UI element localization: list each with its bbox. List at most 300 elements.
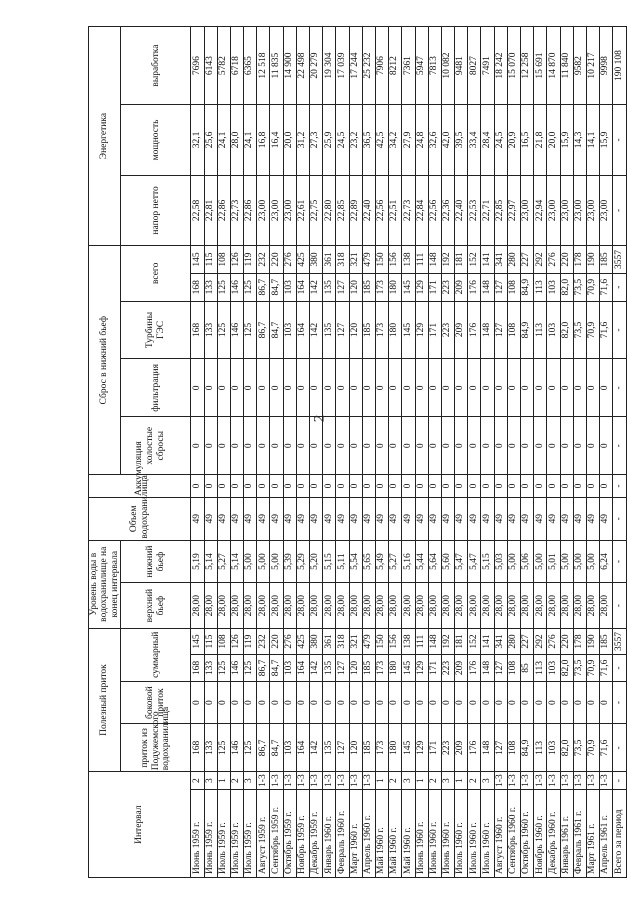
cell-p: 125 bbox=[217, 724, 230, 772]
cell-s2: 318 bbox=[336, 628, 349, 654]
cell-w2: 276 bbox=[547, 246, 560, 274]
cell-w1: 185 bbox=[362, 273, 375, 301]
cell-vb: 28,00 bbox=[349, 583, 362, 628]
cell-w1: 127 bbox=[494, 273, 507, 301]
cell-dec: 2 bbox=[468, 772, 481, 790]
cell-n: 27,9 bbox=[402, 105, 415, 175]
header-discharge-filtration: фильтрация bbox=[121, 359, 191, 417]
cell-p: 127 bbox=[494, 724, 507, 772]
cell-h: 22,51 bbox=[389, 175, 402, 245]
cell-s2: 276 bbox=[283, 628, 296, 654]
cell-e: 17 039 bbox=[336, 27, 349, 105]
cell-s1: 185 bbox=[362, 655, 375, 681]
rotated-table-wrapper bbox=[88, 26, 624, 878]
cell-p: 84,7 bbox=[270, 724, 283, 772]
cell-w2: 150 bbox=[375, 246, 388, 274]
cell-a: 0 bbox=[441, 475, 454, 498]
cell-s1: 164 bbox=[296, 655, 309, 681]
cell-s1: 148 bbox=[481, 655, 494, 681]
cell-vb: 28,00 bbox=[323, 583, 336, 628]
cell-s2: 280 bbox=[507, 628, 520, 654]
cell-x: 0 bbox=[547, 417, 560, 475]
cell-n: 24,8 bbox=[415, 105, 428, 175]
cell-nb: 5,44 bbox=[415, 540, 428, 583]
cell-f: 0 bbox=[375, 359, 388, 417]
cell-a: 0 bbox=[296, 475, 309, 498]
cell-dec: 1-3 bbox=[507, 772, 520, 790]
cell-w1: 70,9 bbox=[586, 273, 599, 301]
cell-s2: 152 bbox=[468, 628, 481, 654]
cell-b: 0 bbox=[283, 681, 296, 724]
cell-x: 0 bbox=[441, 417, 454, 475]
cell-h: 22,71 bbox=[481, 175, 494, 245]
cell-h: 23,00 bbox=[547, 175, 560, 245]
cell-p: 120 bbox=[349, 724, 362, 772]
cell-b: 0 bbox=[230, 681, 243, 724]
cell-p: 185 bbox=[362, 724, 375, 772]
cell-w1: 84,9 bbox=[521, 273, 534, 301]
cell-t: 125 bbox=[217, 301, 230, 359]
cell-s1: 176 bbox=[468, 655, 481, 681]
cell-x: 0 bbox=[494, 417, 507, 475]
cell-h: 23,00 bbox=[270, 175, 283, 245]
table-row bbox=[441, 27, 454, 878]
cell-a: 0 bbox=[283, 475, 296, 498]
cell-month: Май 1960 г. bbox=[402, 789, 415, 877]
cell-a: 0 bbox=[560, 475, 573, 498]
table-row bbox=[573, 27, 586, 878]
cell-e: 8212 bbox=[389, 27, 402, 105]
cell-w2: 152 bbox=[468, 246, 481, 274]
cell-x: 0 bbox=[244, 417, 257, 475]
cell-month: Май 1960 г. bbox=[389, 789, 402, 877]
cell-month: Декабрь 1960 г. bbox=[547, 789, 560, 877]
cell-h: 22,97 bbox=[507, 175, 520, 245]
cell-s2: 479 bbox=[362, 628, 375, 654]
cell-w1: 125 bbox=[244, 273, 257, 301]
cell-v: 49 bbox=[204, 497, 217, 540]
cell-e: 7361 bbox=[402, 27, 415, 105]
cell-e: 9481 bbox=[455, 27, 468, 105]
cell-vb: 28,00 bbox=[204, 583, 217, 628]
cell-p: 148 bbox=[481, 724, 494, 772]
table-row bbox=[534, 27, 547, 878]
cell-f: 0 bbox=[534, 359, 547, 417]
cell-month: Сентябрь 1959 г. bbox=[270, 789, 283, 877]
cell-t: 223 bbox=[441, 301, 454, 359]
cell-vb: 28,00 bbox=[455, 583, 468, 628]
table-row bbox=[375, 27, 388, 878]
cell-n: 33,4 bbox=[468, 105, 481, 175]
cell-v: 49 bbox=[600, 497, 613, 540]
cell-f: 0 bbox=[310, 359, 323, 417]
table-row bbox=[547, 27, 560, 878]
cell-w2: 138 bbox=[402, 246, 415, 274]
cell-t: 108 bbox=[507, 301, 520, 359]
table-row bbox=[494, 27, 507, 878]
cell-x: 0 bbox=[402, 417, 415, 475]
cell-month: Март 1961 г. bbox=[586, 789, 599, 877]
cell-a: 0 bbox=[191, 475, 204, 498]
cell-w2: 148 bbox=[428, 246, 441, 274]
cell-dec: 3 bbox=[244, 772, 257, 790]
cell-w2: 276 bbox=[283, 246, 296, 274]
header-level-upper: верхний бьеф bbox=[121, 583, 191, 628]
header-accumulation: Аккумуляция bbox=[89, 475, 191, 498]
cell-s2: 150 bbox=[375, 628, 388, 654]
cell-nb: 5,03 bbox=[494, 540, 507, 583]
cell-s2: 190 bbox=[586, 628, 599, 654]
cell-b: 0 bbox=[560, 681, 573, 724]
cell-s2: 108 bbox=[217, 628, 230, 654]
cell-f: 0 bbox=[441, 359, 454, 417]
cell-nb: 5,27 bbox=[217, 540, 230, 583]
cell-s2: 232 bbox=[257, 628, 270, 654]
cell-p: 127 bbox=[336, 724, 349, 772]
cell-v: 49 bbox=[283, 497, 296, 540]
cell-dec: 2 bbox=[191, 772, 204, 790]
page-number: 2 bbox=[311, 414, 328, 423]
cell-v: 49 bbox=[310, 497, 323, 540]
cell-x: - bbox=[613, 417, 626, 475]
table-row bbox=[586, 27, 599, 878]
cell-f: 0 bbox=[191, 359, 204, 417]
cell-a: 0 bbox=[507, 475, 520, 498]
cell-t: 180 bbox=[389, 301, 402, 359]
cell-p: 71,6 bbox=[600, 724, 613, 772]
cell-b: 0 bbox=[323, 681, 336, 724]
cell-month: Февраль 1961 г. bbox=[573, 789, 586, 877]
cell-s2: 3557 bbox=[613, 628, 626, 654]
table-row bbox=[270, 27, 283, 878]
cell-nb: 5,00 bbox=[560, 540, 573, 583]
cell-nb: 5,00 bbox=[586, 540, 599, 583]
table-row bbox=[296, 27, 309, 878]
cell-x: 0 bbox=[573, 417, 586, 475]
cell-vb: 28,00 bbox=[402, 583, 415, 628]
cell-f: 0 bbox=[521, 359, 534, 417]
cell-f: 0 bbox=[481, 359, 494, 417]
cell-e: 10 217 bbox=[586, 27, 599, 105]
cell-nb: 5,00 bbox=[257, 540, 270, 583]
cell-h: 22,53 bbox=[468, 175, 481, 245]
header-discharge: Сброс в нижний бьеф bbox=[89, 246, 121, 475]
cell-h: - bbox=[613, 175, 626, 245]
cell-w2: 111 bbox=[415, 246, 428, 274]
cell-w2: 318 bbox=[336, 246, 349, 274]
cell-f: 0 bbox=[204, 359, 217, 417]
cell-vb: 28,00 bbox=[217, 583, 230, 628]
cell-s1: 108 bbox=[507, 655, 520, 681]
cell-p: 142 bbox=[310, 724, 323, 772]
cell-month: Июль 1959 г. bbox=[217, 789, 230, 877]
cell-s2: 145 bbox=[191, 628, 204, 654]
cell-b: 0 bbox=[521, 681, 534, 724]
cell-f: 0 bbox=[428, 359, 441, 417]
cell-a: 0 bbox=[415, 475, 428, 498]
cell-b: 0 bbox=[494, 681, 507, 724]
table-body bbox=[191, 27, 626, 878]
cell-a: 0 bbox=[494, 475, 507, 498]
cell-p: 103 bbox=[283, 724, 296, 772]
cell-dec: - bbox=[613, 772, 626, 790]
cell-a: 0 bbox=[362, 475, 375, 498]
table-row bbox=[455, 27, 468, 878]
cell-b: 0 bbox=[534, 681, 547, 724]
cell-t: 142 bbox=[310, 301, 323, 359]
cell-p: 209 bbox=[455, 724, 468, 772]
cell-t: 84,7 bbox=[270, 301, 283, 359]
cell-f: 0 bbox=[507, 359, 520, 417]
cell-w1: - bbox=[613, 273, 626, 301]
cell-s1: - bbox=[613, 655, 626, 681]
cell-x: 0 bbox=[375, 417, 388, 475]
table-row bbox=[204, 27, 217, 878]
cell-w1: 125 bbox=[217, 273, 230, 301]
cell-t: 133 bbox=[204, 301, 217, 359]
cell-a: 0 bbox=[402, 475, 415, 498]
header-inflow-reservoir: приток из Подужемского водохранилища bbox=[121, 724, 191, 772]
cell-v: 49 bbox=[389, 497, 402, 540]
cell-x: 0 bbox=[586, 417, 599, 475]
cell-nb: - bbox=[613, 540, 626, 583]
cell-w2: 380 bbox=[310, 246, 323, 274]
cell-a: 0 bbox=[600, 475, 613, 498]
header-inflow: Полезный приток bbox=[89, 628, 121, 772]
cell-t: 145 bbox=[402, 301, 415, 359]
cell-s2: 156 bbox=[389, 628, 402, 654]
cell-a: 0 bbox=[375, 475, 388, 498]
cell-w1: 209 bbox=[455, 273, 468, 301]
cell-h: 22,85 bbox=[494, 175, 507, 245]
cell-s1: 103 bbox=[547, 655, 560, 681]
cell-p: 145 bbox=[402, 724, 415, 772]
cell-h: 22,56 bbox=[375, 175, 388, 245]
cell-nb: 5,14 bbox=[204, 540, 217, 583]
cell-h: 22,36 bbox=[441, 175, 454, 245]
cell-v: 49 bbox=[455, 497, 468, 540]
cell-w1: 84,7 bbox=[270, 273, 283, 301]
cell-nb: 5,16 bbox=[402, 540, 415, 583]
cell-n: 20,0 bbox=[283, 105, 296, 175]
cell-p: 129 bbox=[415, 724, 428, 772]
cell-month: Июнь 1959 г. bbox=[204, 789, 217, 877]
cell-v: 49 bbox=[428, 497, 441, 540]
cell-x: 0 bbox=[349, 417, 362, 475]
table-row bbox=[507, 27, 520, 878]
cell-s2: 341 bbox=[494, 628, 507, 654]
cell-w1: 164 bbox=[296, 273, 309, 301]
cell-p: 164 bbox=[296, 724, 309, 772]
cell-vb: 28,00 bbox=[230, 583, 243, 628]
cell-p: 223 bbox=[441, 724, 454, 772]
cell-b: 0 bbox=[244, 681, 257, 724]
cell-nb: 5,65 bbox=[362, 540, 375, 583]
table-row bbox=[310, 27, 323, 878]
cell-s1: 145 bbox=[402, 655, 415, 681]
cell-a: 0 bbox=[244, 475, 257, 498]
cell-x: 0 bbox=[283, 417, 296, 475]
cell-h: 22,75 bbox=[310, 175, 323, 245]
cell-b: 0 bbox=[270, 681, 283, 724]
cell-v: 49 bbox=[270, 497, 283, 540]
cell-p: 133 bbox=[204, 724, 217, 772]
cell-s1: 223 bbox=[441, 655, 454, 681]
cell-w1: 135 bbox=[323, 273, 336, 301]
table-row bbox=[257, 27, 270, 878]
cell-f: 0 bbox=[257, 359, 270, 417]
cell-a: 0 bbox=[323, 475, 336, 498]
cell-p: 135 bbox=[323, 724, 336, 772]
cell-t: 127 bbox=[494, 301, 507, 359]
cell-f: 0 bbox=[349, 359, 362, 417]
cell-h: 23,00 bbox=[560, 175, 573, 245]
cell-x: 0 bbox=[296, 417, 309, 475]
cell-vb: 28,00 bbox=[296, 583, 309, 628]
cell-b: 0 bbox=[402, 681, 415, 724]
cell-n: 42,0 bbox=[441, 105, 454, 175]
cell-s2: 220 bbox=[560, 628, 573, 654]
cell-n: 20,0 bbox=[547, 105, 560, 175]
cell-w2: 292 bbox=[534, 246, 547, 274]
cell-b: 0 bbox=[441, 681, 454, 724]
cell-vb: 28,00 bbox=[547, 583, 560, 628]
cell-v: 49 bbox=[402, 497, 415, 540]
cell-dec: 1-3 bbox=[283, 772, 296, 790]
cell-vb: 28,00 bbox=[283, 583, 296, 628]
cell-month: Июнь 1960 г. bbox=[428, 789, 441, 877]
cell-a: 0 bbox=[217, 475, 230, 498]
cell-x: 0 bbox=[521, 417, 534, 475]
cell-x: 0 bbox=[204, 417, 217, 475]
cell-s2: 178 bbox=[573, 628, 586, 654]
cell-s2: 115 bbox=[204, 628, 217, 654]
cell-month: Ноябрь 1960 г. bbox=[534, 789, 547, 877]
cell-s1: 180 bbox=[389, 655, 402, 681]
cell-nb: 5,06 bbox=[521, 540, 534, 583]
cell-n: 20,9 bbox=[507, 105, 520, 175]
cell-nb: 5,64 bbox=[428, 540, 441, 583]
cell-month: Июль 1960 г. bbox=[481, 789, 494, 877]
cell-e: 190 108 bbox=[613, 27, 626, 105]
cell-b: 0 bbox=[481, 681, 494, 724]
cell-v: 49 bbox=[415, 497, 428, 540]
cell-v: 49 bbox=[362, 497, 375, 540]
cell-x: 0 bbox=[217, 417, 230, 475]
cell-n: 23,2 bbox=[349, 105, 362, 175]
cell-n: 32,6 bbox=[428, 105, 441, 175]
header-energy-power: мощность bbox=[121, 105, 191, 175]
cell-x: 0 bbox=[191, 417, 204, 475]
cell-b: 0 bbox=[428, 681, 441, 724]
cell-b: 0 bbox=[547, 681, 560, 724]
cell-a: 0 bbox=[270, 475, 283, 498]
cell-e: 18 242 bbox=[494, 27, 507, 105]
cell-vb: 28,00 bbox=[310, 583, 323, 628]
cell-s2: 185 bbox=[600, 628, 613, 654]
cell-vb: 28,00 bbox=[415, 583, 428, 628]
cell-h: 22,86 bbox=[217, 175, 230, 245]
cell-w1: 129 bbox=[415, 273, 428, 301]
cell-e: 5782 bbox=[217, 27, 230, 105]
cell-v: 49 bbox=[375, 497, 388, 540]
cell-s2: 380 bbox=[310, 628, 323, 654]
cell-p: 113 bbox=[534, 724, 547, 772]
cell-e: 19 304 bbox=[323, 27, 336, 105]
table-row bbox=[217, 27, 230, 878]
cell-f: 0 bbox=[270, 359, 283, 417]
cell-p: 176 bbox=[468, 724, 481, 772]
header-volume: Объем водохранилища bbox=[89, 497, 191, 540]
cell-w1: 171 bbox=[428, 273, 441, 301]
cell-v: 49 bbox=[191, 497, 204, 540]
cell-a: 0 bbox=[534, 475, 547, 498]
cell-month: Июль 1960 г. bbox=[455, 789, 468, 877]
cell-e: 7813 bbox=[428, 27, 441, 105]
cell-p: - bbox=[613, 724, 626, 772]
cell-s2: 227 bbox=[521, 628, 534, 654]
cell-month: Сентябрь 1960 г. bbox=[507, 789, 520, 877]
cell-nb: 5,20 bbox=[310, 540, 323, 583]
cell-n: 25,6 bbox=[204, 105, 217, 175]
cell-t: 103 bbox=[283, 301, 296, 359]
cell-w2: 227 bbox=[521, 246, 534, 274]
cell-w1: 120 bbox=[349, 273, 362, 301]
table-row bbox=[402, 27, 415, 878]
cell-a: 0 bbox=[310, 475, 323, 498]
cell-b: 0 bbox=[468, 681, 481, 724]
cell-x: 0 bbox=[336, 417, 349, 475]
cell-e: 15 070 bbox=[507, 27, 520, 105]
cell-w2: 361 bbox=[323, 246, 336, 274]
cell-s2: 192 bbox=[441, 628, 454, 654]
cell-e: 5947 bbox=[415, 27, 428, 105]
cell-f: 0 bbox=[455, 359, 468, 417]
cell-w2: 185 bbox=[600, 246, 613, 274]
cell-v: 49 bbox=[230, 497, 243, 540]
cell-a: 0 bbox=[586, 475, 599, 498]
cell-x: 0 bbox=[468, 417, 481, 475]
cell-w2: 178 bbox=[573, 246, 586, 274]
cell-f: 0 bbox=[323, 359, 336, 417]
cell-s1: 125 bbox=[244, 655, 257, 681]
cell-e: 6718 bbox=[230, 27, 243, 105]
cell-p: 70,9 bbox=[586, 724, 599, 772]
cell-s1: 127 bbox=[336, 655, 349, 681]
cell-a: 0 bbox=[547, 475, 560, 498]
cell-v: 49 bbox=[481, 497, 494, 540]
cell-h: 22,89 bbox=[349, 175, 362, 245]
cell-n: 15,9 bbox=[560, 105, 573, 175]
cell-w1: 103 bbox=[283, 273, 296, 301]
cell-x: 0 bbox=[362, 417, 375, 475]
cell-vb: 28,00 bbox=[441, 583, 454, 628]
cell-s2: 119 bbox=[244, 628, 257, 654]
cell-w1: 223 bbox=[441, 273, 454, 301]
cell-s1: 129 bbox=[415, 655, 428, 681]
cell-dec: 3 bbox=[204, 772, 217, 790]
cell-s1: 135 bbox=[323, 655, 336, 681]
cell-f: 0 bbox=[415, 359, 428, 417]
cell-a: 0 bbox=[230, 475, 243, 498]
cell-s1: 103 bbox=[283, 655, 296, 681]
cell-e: 9582 bbox=[573, 27, 586, 105]
cell-s1: 127 bbox=[494, 655, 507, 681]
cell-v: 49 bbox=[244, 497, 257, 540]
cell-month: Июнь 1960 г. bbox=[441, 789, 454, 877]
cell-f: 0 bbox=[244, 359, 257, 417]
cell-dec: 1-3 bbox=[310, 772, 323, 790]
